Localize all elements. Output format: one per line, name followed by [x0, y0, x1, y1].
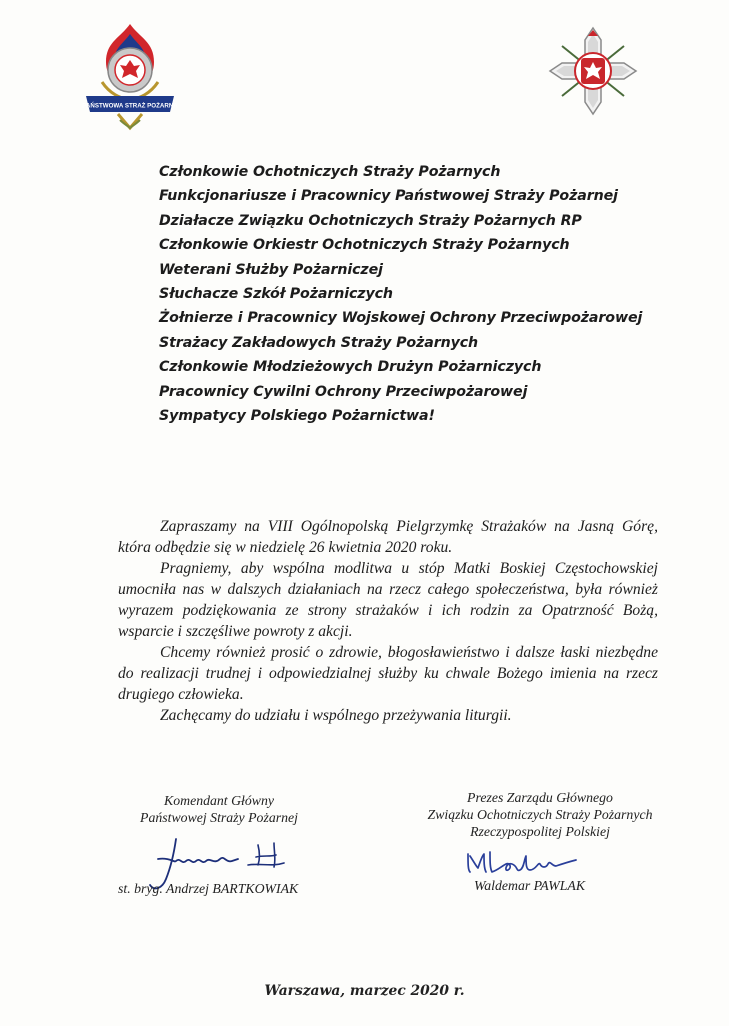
- addressee-item: Strażacy Zakładowych Straży Pożarnych: [159, 334, 479, 351]
- addressee-item: Pracownicy Cywilni Ochrony Przeciwpożarowej: [159, 383, 528, 400]
- addressee-item: Żołnierze i Pracownicy Wojskowej Ochrony Przeciwpożarowej: [159, 310, 643, 327]
- volunteer-fire-brigades-cross-icon: [548, 26, 638, 116]
- signer-title-line: Komendant Główny: [164, 793, 274, 808]
- addressee-item: Weterani Służby Pożarniczej: [159, 261, 383, 278]
- signer-name: st. bryg. Andrzej BARTKOWIAK: [118, 881, 299, 896]
- state-fire-service-emblem-icon: [80, 20, 180, 135]
- addressee-item: Członkowie Orkiestr Ochotniczych Straży Pożarnych: [159, 237, 570, 254]
- signer-title-line: Związku Ochotniczych Straży Pożarnych: [427, 807, 653, 822]
- place-and-date: Warszawa, marzec 2020 r.: [264, 983, 465, 999]
- addressee-item: Działacze Związku Ochotniczych Straży Pożarnych RP: [159, 212, 582, 229]
- addressee-item: Członkowie Młodzieżowych Drużyn Pożarniczych: [159, 359, 542, 376]
- addressee-item: Członkowie Ochotniczych Straży Pożarnych: [159, 164, 501, 180]
- addressee-item: Słuchacze Szkół Pożarniczych: [159, 285, 393, 302]
- signature-block-right: [405, 789, 675, 840]
- ribbon-text: PAŃSTWOWA STRAŻ POŻARNA: [82, 102, 178, 110]
- letter-body: [118, 516, 658, 726]
- addressee-item: Sympatycy Polskiego Pożarnictwa!: [159, 407, 435, 424]
- signature-block-left: [110, 792, 328, 826]
- addressee-list: [159, 160, 659, 428]
- signer-name: Waldemar PAWLAK: [474, 878, 586, 893]
- body-paragraph-blessing: Chcemy również prosić o zdrowie, błogosławieństwo i dalsze łaski niezbędne do realizacji trudnej i odpowiedzialnej służby ku chwale Bożego imienia na rzecz drugiego człowieka.: [118, 644, 658, 703]
- body-paragraph-encouragement: Zachęcamy do udziału i wspólnego przeżywania liturgii.: [160, 707, 512, 724]
- addressee-item: Funkcjonariusze i Pracownicy Państwowej Straży Pożarnej: [159, 188, 618, 205]
- signer-title-line: Rzeczypospolitej Polskiej: [470, 824, 610, 839]
- body-paragraph-invitation: Zapraszamy na VIII Ogólnopolską Pielgrzymkę Strażaków na Jasną Górę, która odbędzie się w niedzielę 26 kwietnia 2020 roku.: [118, 518, 658, 556]
- body-paragraph-prayer: Pragniemy, aby wspólna modlitwa u stóp Matki Boskiej Częstochowskiej umocniła nas w dalszych działaniach na rzecz całego społeczeństwa, była również wyrazem podziękowania ze strony strażaków i ich rodzin za Opatrzność Bożą, wsparcie i szczęśliwe powroty z akcji.: [118, 560, 658, 640]
- signer-title-line: Państwowej Straży Pożarnej: [140, 810, 298, 825]
- handwritten-signature-right: [462, 842, 582, 876]
- signer-title-line: Prezes Zarządu Głównego: [467, 790, 613, 805]
